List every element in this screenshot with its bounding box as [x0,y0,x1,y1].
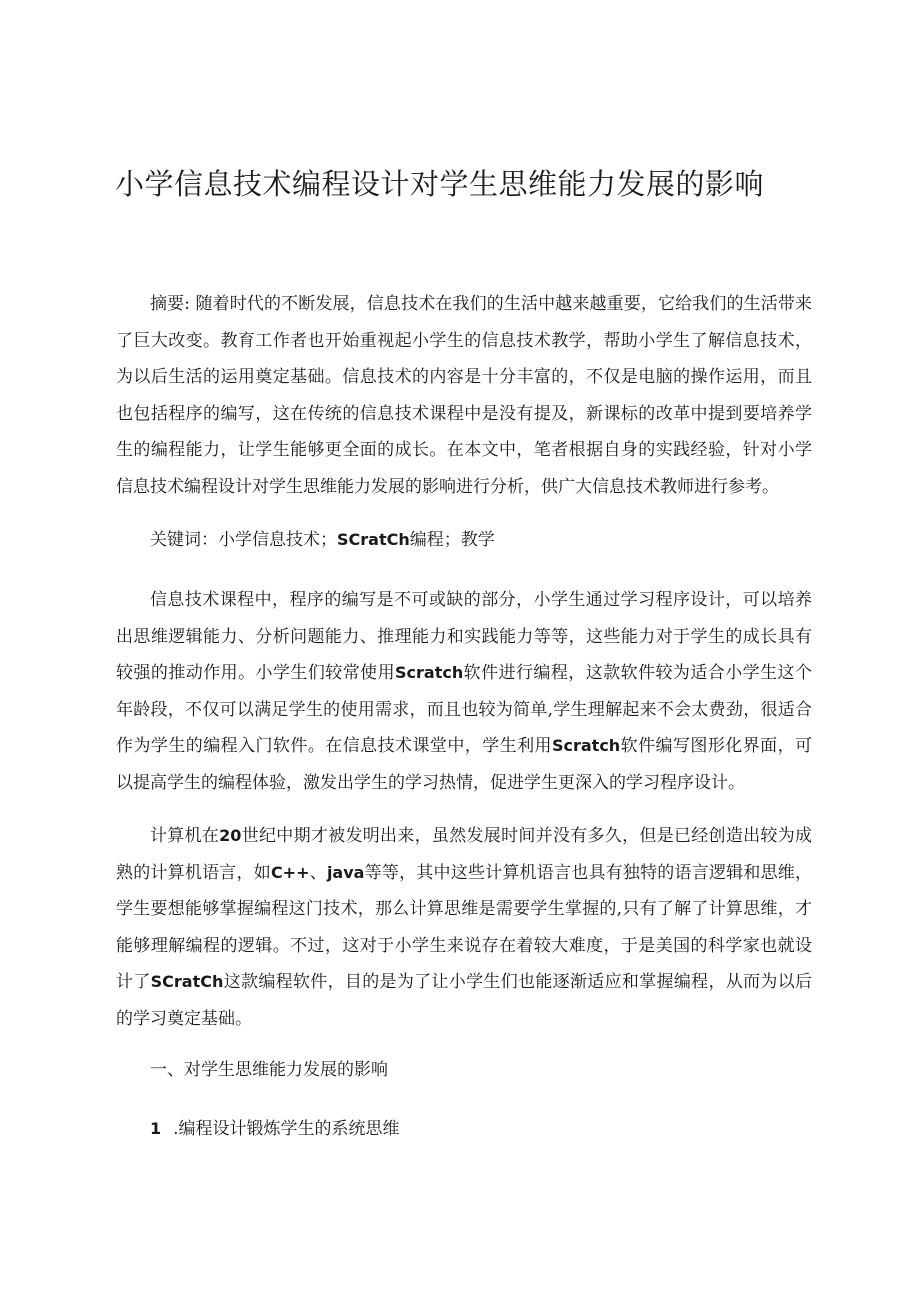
intro-text: 软件进行编程，这款软件较为适合小学生这个年龄段，不仅可以满足学生的使用需求，而且也较为简单,学生理解起来不会太费劲，很适合作为学生的编程入门软件。在信息技术课堂中，学生利用 [116,663,813,757]
history-text: 计算机在 [150,826,220,846]
language-cpp: C++ [270,862,310,882]
keyword-item: 小学信息技术； [218,530,337,550]
keyword-scratch: SCratCh [337,530,410,549]
separator: 、 [309,862,327,883]
abstract-label: 摘要: [150,294,190,314]
scratch-term: SCratCh [150,972,224,992]
subsection-heading [116,1111,812,1148]
keyword-item: 编程；教学 [409,530,495,550]
subsection-number: 1 [150,1119,162,1138]
history-paragraph [116,818,812,1038]
section-heading: 一、对学生思维能力发展的影响 [150,1060,388,1080]
keywords-paragraph [116,522,812,559]
language-java: java [326,862,365,882]
keywords-label: 关键词： [150,530,218,550]
subsection-title: .编程设计锻炼学生的系统思维 [173,1119,400,1139]
intro-text: 信息技术课程中，程序的编写是不可或缺的部分，小学生通过学习程序设计，可以培养出思维逻辑能力、分析问题能力、推理能力和实践能力等等，这些能力对于学生的成长具有较强的推动作用。小学生们较常使用 [116,590,812,684]
history-text: 这款编程软件，目的是为了让小学生们也能逐渐适应和掌握编程，从而为以后的学习奠定基础。 [116,972,813,1029]
intro-paragraph [116,582,812,802]
document-title: 小学信息技术编程设计对学生思维能力发展的影响 [115,167,765,201]
scratch-term: Scratch [395,663,464,683]
intro-text: 软件编写图形化界面，可以提高学生的编程体验，激发出学生的学习热情，促进学生更深入的学习程序设计。 [116,736,813,793]
century-number: 20 [219,826,242,845]
abstract-paragraph [116,286,812,506]
abstract-text: 随着时代的不断发展，信息技术在我们的生活中越来越重要，它给我们的生活带来了巨大改变。教育工作者也开始重视起小学生的信息技术教学，帮助小学生了解信息技术，为以后生活的运用奠定基础。信息技术的内容是十分丰富的，不仅是电脑的操作运用，而且也包括程序的编写，这在传统的信息技术课程中是没有提及，新课标的改革中提到要培养学生的编程能力，让学生能够更全面的成长。在本文中，笔者根据自身的实践经验，针对小学信息技术编程设计对学生思维能力发展的影响进行分析，供广大信息技术教师进行参考。 [116,294,813,497]
history-text: 等等，其中这些计算机语言也具有独特的语言逻辑和思维，学生要想能够掌握编程这门技术，那么计算思维是需要学生掌握的,只有了解了计算思维，才能够理解编程的逻辑。不过，这对于小学生来说存在着较大难度，于是美国的科学家也就设计了 [116,862,813,993]
scratch-term: Scratch [551,736,621,756]
history-text: 世纪中期才被发明出来，虽然发展时间并没有多久，但是已经创造出较为成熟的计算机语言，如 [116,826,813,883]
